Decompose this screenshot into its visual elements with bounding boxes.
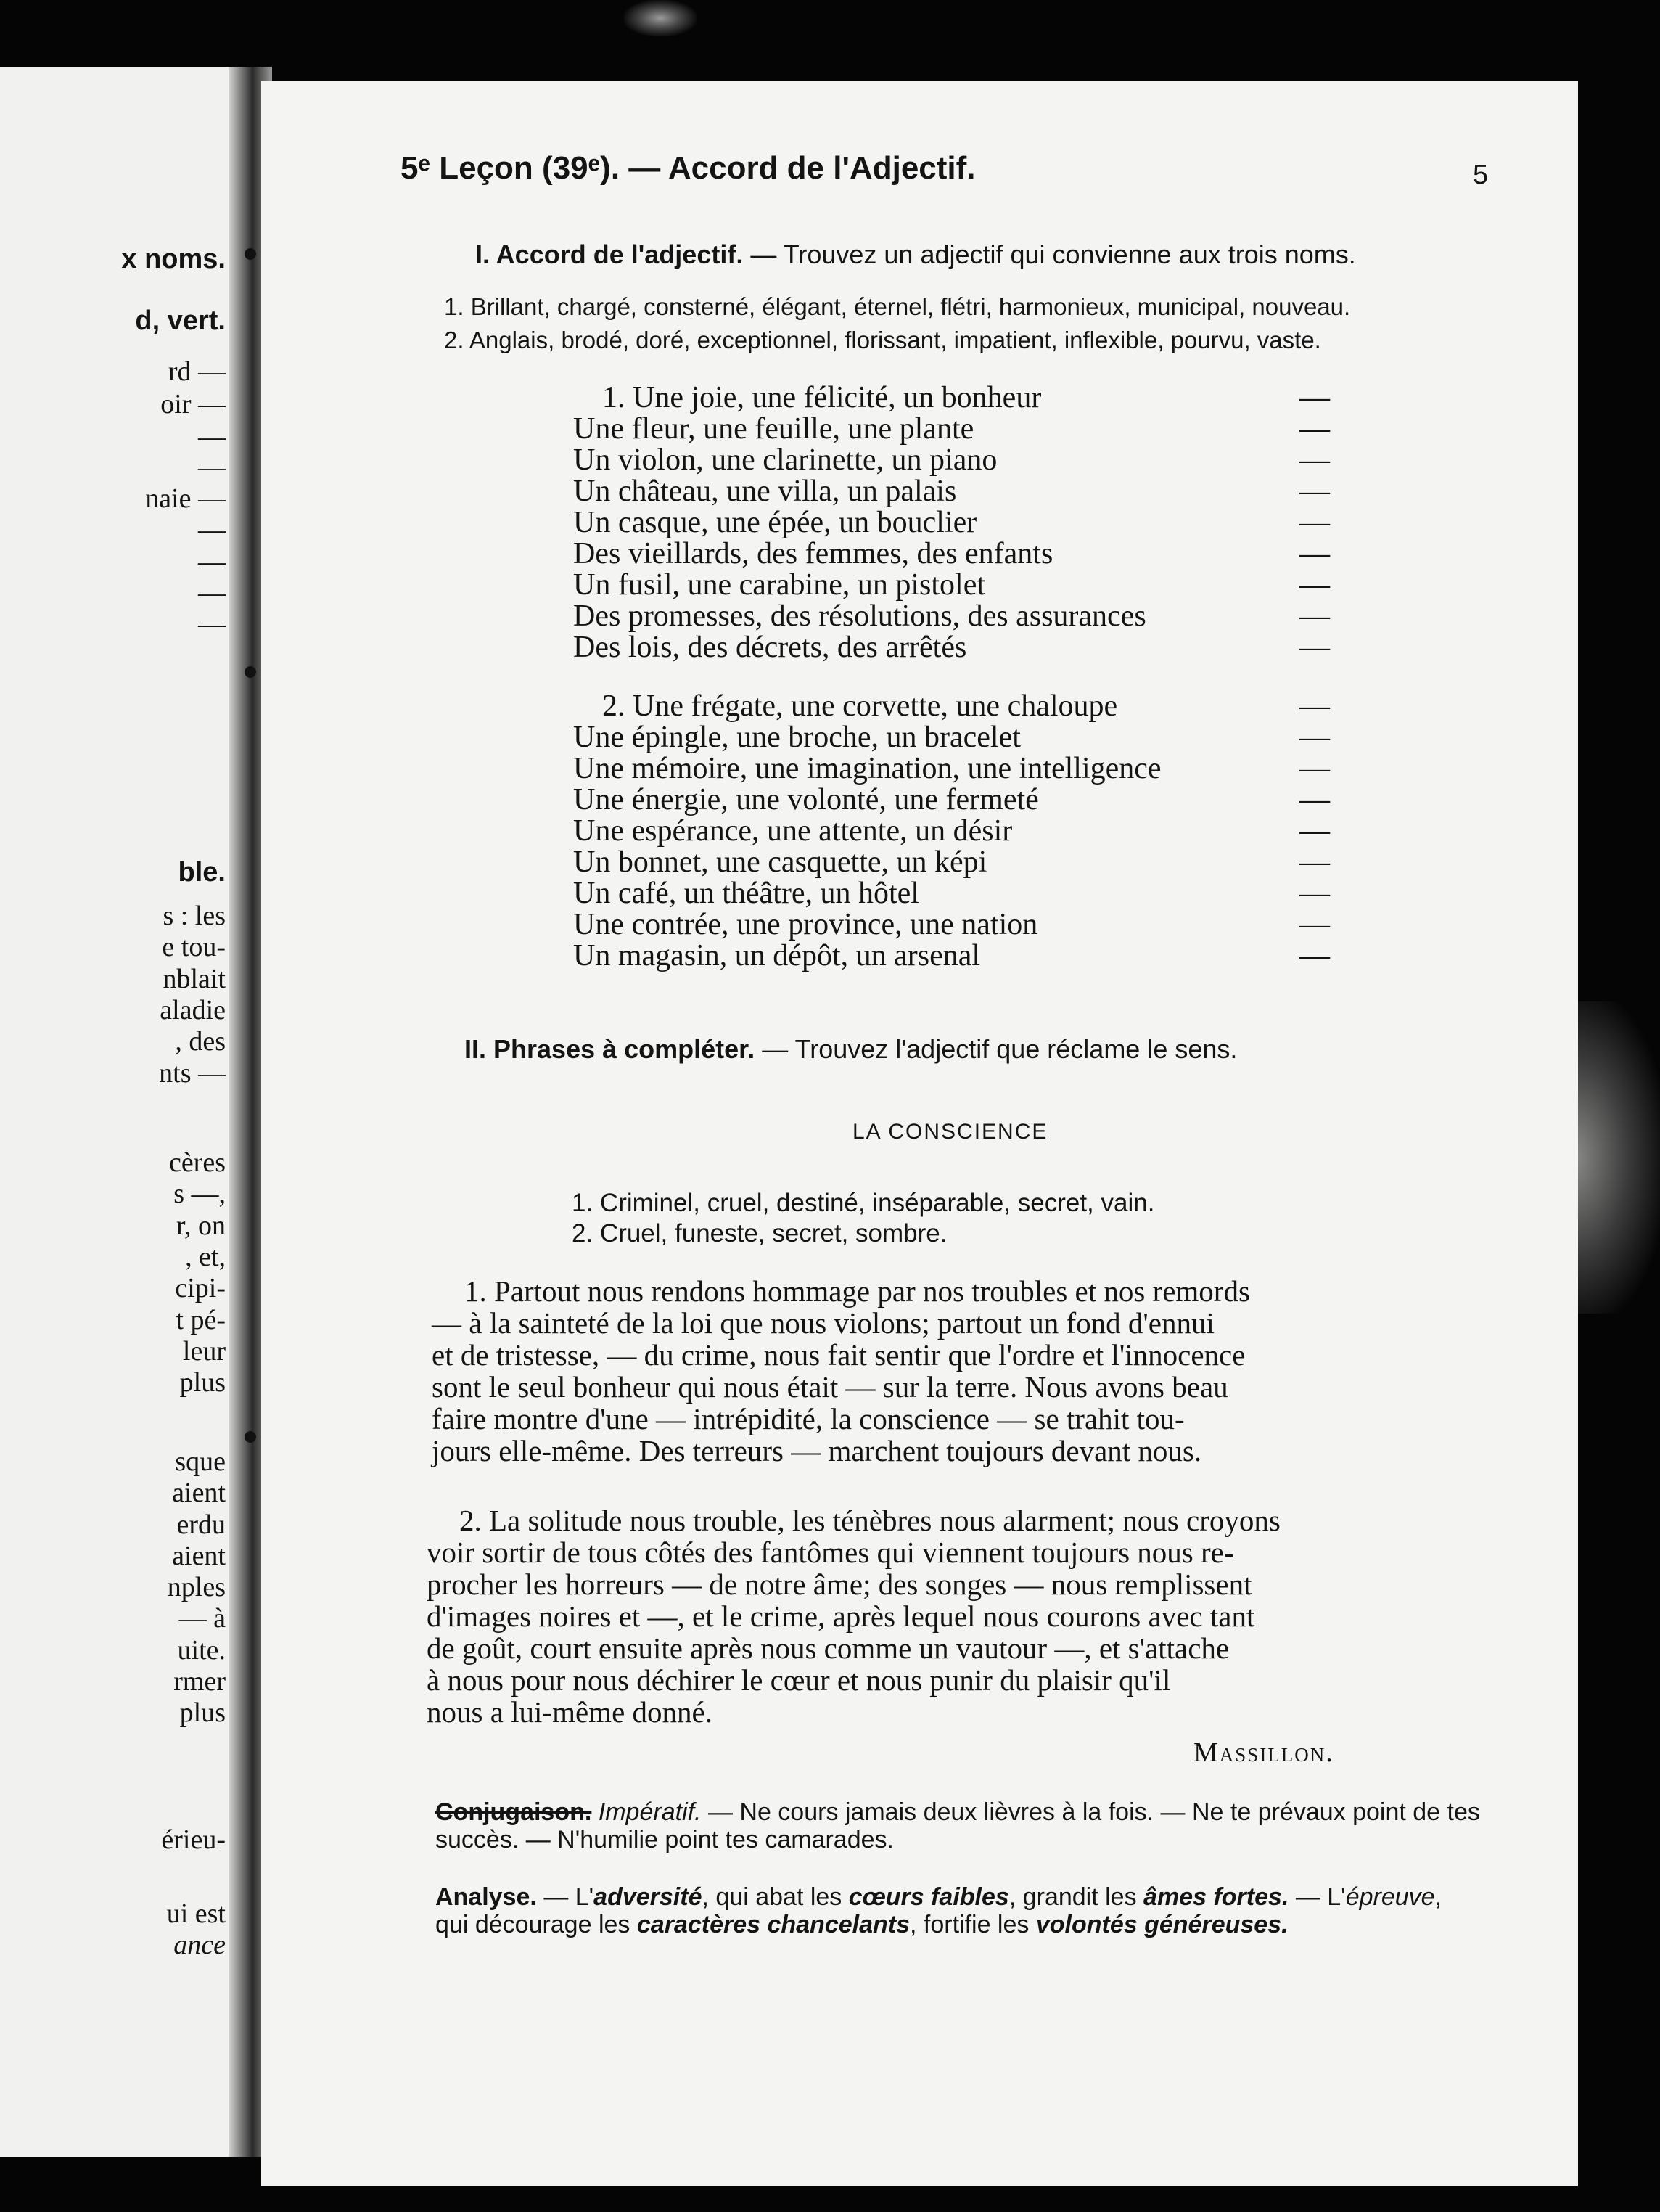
left-page-text-fragment: s : les: [163, 901, 226, 931]
exercise-line: [573, 570, 1357, 601]
analyse-text-1b: , qui abat les: [702, 1883, 842, 1911]
answer-blank: —: [1299, 721, 1330, 754]
exercise-line: [573, 507, 1357, 538]
exercise-line: [573, 445, 1357, 476]
section-2-wordlist-1: 1. Criminel, cruel, destiné, inséparable, secret, vain.: [572, 1189, 1155, 1217]
left-page-text-fragment: plus: [179, 1697, 226, 1728]
analyse-term-epreuve: épreuve: [1345, 1883, 1435, 1911]
analyse-block: [435, 1883, 1480, 1938]
paragraph-1: [432, 1275, 1484, 1467]
exercise-line-text: 1. Une joie, une félicité, un bonheur: [602, 381, 1042, 414]
paragraph-line: sont le seul bonheur qui nous était — sur la terre. Nous avons beau: [432, 1370, 1228, 1404]
paragraph-line: 1. Partout nous rendons hommage par nos troubles et nos remords: [464, 1274, 1250, 1308]
author-signature: Massillon.: [1193, 1737, 1334, 1768]
left-page-text-fragment: s —,: [173, 1179, 226, 1209]
analyse-term-volontes: volontés: [1035, 1911, 1138, 1938]
left-page-text-fragment: d, vert.: [135, 306, 226, 336]
answer-blank: —: [1299, 475, 1330, 508]
answer-blank: —: [1299, 689, 1330, 723]
paragraph-line: et de tristesse, — du crime, nous fait sentir que l'ordre et l'innocence: [432, 1338, 1246, 1372]
answer-blank: —: [1299, 412, 1330, 446]
section-2-instruction: — Trouvez l'adjectif que réclame le sens.: [762, 1034, 1238, 1064]
answer-blank: —: [1299, 568, 1330, 602]
paragraph-line: — à la sainteté de la loi que nous violons; partout un fond d'ennui: [432, 1306, 1215, 1340]
answer-blank: —: [1299, 814, 1330, 848]
left-page-text-fragment: nts —: [159, 1058, 226, 1089]
exercise-line-text: Un violon, une clarinette, un piano: [573, 443, 998, 477]
exercise-line: [573, 785, 1357, 816]
left-page-text-fragment: ui est: [166, 1898, 226, 1929]
answer-blank: —: [1299, 908, 1330, 941]
exercise-line-text: Des lois, des décrets, des arrêtés: [573, 631, 967, 664]
answer-blank: —: [1299, 631, 1330, 664]
left-page-text-fragment: rmer: [173, 1666, 226, 1697]
paragraph-line: 2. La solitude nous trouble, les ténèbres nous alarment; nous croyons: [459, 1504, 1281, 1537]
exercise-line: [573, 941, 1357, 972]
running-head: 5ᵉ Leçon (39ᵉ). — Accord de l'Adjectif.: [400, 150, 976, 186]
exercise-line: [573, 816, 1357, 847]
left-page-text-fragment: t pé-: [176, 1305, 226, 1335]
left-page-text-fragment: , et,: [185, 1242, 226, 1272]
exercise-line: [573, 382, 1357, 414]
conjugaison-mode: Impératif.: [598, 1798, 702, 1826]
left-page-fragment: [0, 67, 236, 2157]
left-page-text-fragment: érieu-: [161, 1824, 226, 1855]
left-page-text-fragment: rd —: [168, 356, 226, 387]
exercise-line: [573, 691, 1357, 722]
paragraph-line: d'images noires et —, et le crime, après lequel nous courons avec tant: [427, 1599, 1255, 1633]
answer-blank: —: [1299, 845, 1330, 879]
binding-pin: [245, 666, 256, 678]
analyse-text-1a: — L': [543, 1883, 594, 1911]
exercise-line-text: Une fleur, une feuille, une plante: [573, 412, 974, 446]
left-page-text-fragment: nples: [167, 1572, 226, 1602]
left-page-text-fragment: —: [198, 515, 226, 545]
answer-blank: —: [1299, 537, 1330, 570]
answer-blank: —: [1299, 752, 1330, 785]
left-page-text-fragment: —: [198, 578, 226, 608]
left-page-text-fragment: aient: [172, 1541, 226, 1571]
exercise-line: [573, 878, 1357, 909]
analyse-text-2b: , qui décourage les: [435, 1883, 1442, 1938]
left-page-text-fragment: naie —: [145, 483, 226, 514]
page-number: 5: [1473, 160, 1489, 190]
analyse-term-genereuses: généreuses.: [1144, 1911, 1289, 1938]
paragraph-line: à nous pour nous déchirer le cœur et nous punir du plaisir qu'il: [427, 1663, 1171, 1697]
left-page-text-fragment: uite.: [177, 1635, 226, 1666]
analyse-term-coeurs: cœurs faibles: [848, 1883, 1009, 1911]
left-page-text-fragment: sque: [175, 1446, 226, 1477]
left-page-text-fragment: leur: [182, 1336, 226, 1367]
left-page-text-fragment: x noms.: [121, 244, 226, 274]
binding-pin: [245, 1431, 256, 1443]
analyse-term-ames: âmes fortes.: [1143, 1883, 1289, 1911]
exercise-line: [573, 753, 1357, 785]
paragraph-line: procher les horreurs — de notre âme; des songes — nous remplissent: [427, 1568, 1252, 1601]
left-page-text-fragment: ble.: [178, 857, 226, 888]
binding-pin: [245, 248, 256, 260]
exercise-line-text: Une mémoire, une imagination, une intelligence: [573, 752, 1162, 785]
left-page-text-fragment: aladie: [160, 995, 226, 1025]
left-page-text-fragment: , des: [175, 1026, 226, 1057]
left-page-text-fragment: oir —: [160, 389, 226, 419]
answer-blank: —: [1299, 877, 1330, 910]
analyse-text-2a: — L': [1295, 1883, 1346, 1911]
paragraph-line: nous a lui-même donné.: [427, 1695, 712, 1729]
left-page-text-fragment: aient: [172, 1478, 226, 1508]
exercise-line: [573, 476, 1357, 507]
exercise-line-text: Un café, un théâtre, un hôtel: [573, 877, 919, 910]
paragraph-line: de goût, court ensuite après nous comme un vautour —, et s'attache: [427, 1631, 1230, 1665]
section-1-instruction: — Trouvez un adjectif qui convienne aux trois noms.: [750, 239, 1356, 269]
conjugaison-block: [435, 1798, 1480, 1853]
section-2-wordlist-2: 2. Cruel, funeste, secret, sombre.: [572, 1219, 948, 1248]
left-page-text-fragment: nblait: [163, 964, 226, 994]
left-page-text-fragment: plus: [179, 1367, 226, 1398]
section-1-wordlist-1: 1. Brillant, chargé, consterné, élégant, éternel, flétri, harmonieux, municipal, nouveau.: [444, 293, 1351, 320]
left-page-text-fragment: e tou-: [162, 932, 226, 962]
left-page-text-fragment: —: [198, 452, 226, 483]
left-page-text-fragment: —: [198, 609, 226, 639]
exercise-line: [573, 538, 1357, 570]
scan-smudge: [1574, 1001, 1660, 1314]
section-2-heading: [464, 1034, 1237, 1065]
left-page-text-fragment: ance: [173, 1930, 226, 1960]
answer-blank: —: [1299, 443, 1330, 477]
exercise-line-text: Un casque, une épée, un bouclier: [573, 506, 977, 539]
analyse-text-1c: , grandit les: [1008, 1883, 1137, 1911]
exercise-group-1: [573, 382, 1357, 663]
exercise-line: [573, 632, 1357, 663]
exercise-line-text: Un fusil, une carabine, un pistolet: [573, 568, 986, 602]
exercise-line-text: Un bonnet, une casquette, un képi: [573, 845, 987, 879]
left-page-text-fragment: cères: [168, 1147, 226, 1178]
answer-blank: —: [1299, 599, 1330, 633]
exercise-line-text: Un magasin, un dépôt, un arsenal: [573, 939, 981, 972]
exercise-line-text: Une épingle, une broche, un bracelet: [573, 721, 1021, 754]
left-page-text-fragment: cipi-: [175, 1273, 226, 1303]
answer-blank: —: [1299, 381, 1330, 414]
exercise-line-text: Des vieillards, des femmes, des enfants: [573, 537, 1053, 570]
section-2-subtitle: LA CONSCIENCE: [852, 1120, 1048, 1144]
exercise-line: [573, 909, 1357, 941]
section-1-label: I. Accord de l'adjectif.: [475, 239, 744, 269]
paragraph-2: [427, 1504, 1479, 1728]
exercise-line: [573, 722, 1357, 753]
analyse-term-caracteres: caractères chancelants: [636, 1911, 910, 1938]
conjugaison-text: — Ne cours jamais deux lièvres à la fois. — Ne te prévaux point de tes succès. — N'humilie point tes camarades.: [435, 1798, 1480, 1853]
section-1-heading: [475, 239, 1356, 270]
left-page-text-fragment: — à: [178, 1603, 226, 1634]
paragraph-line: faire montre d'une — intrépidité, la conscience — se trahit tou-: [432, 1402, 1185, 1435]
exercise-line: [573, 601, 1357, 632]
exercise-line: [573, 847, 1357, 878]
section-2-label: II. Phrases à compléter.: [464, 1034, 755, 1064]
analyse-text-2c: , fortifie les: [910, 1911, 1030, 1938]
left-page-text-fragment: —: [198, 422, 226, 452]
conjugaison-label: Conjugaison.: [435, 1798, 592, 1826]
exercise-line-text: Des promesses, des résolutions, des assurances: [573, 599, 1146, 633]
scan-speck: [624, 0, 697, 36]
section-1-wordlist-2: 2. Anglais, brodé, doré, exceptionnel, florissant, impatient, inflexible, pourvu, vaste.: [444, 327, 1321, 353]
paragraph-line: jours elle-même. Des terreurs — marchent toujours devant nous.: [432, 1434, 1202, 1467]
answer-blank: —: [1299, 939, 1330, 972]
exercise-line-text: Une contrée, une province, une nation: [573, 908, 1038, 941]
exercise-line-text: Une énergie, une volonté, une fermeté: [573, 783, 1039, 816]
left-page-text-fragment: —: [198, 546, 226, 577]
left-page-text-fragment: erdu: [176, 1510, 226, 1540]
analyse-label: Analyse.: [435, 1883, 537, 1911]
exercise-line: [573, 414, 1357, 445]
exercise-line-text: Une espérance, une attente, un désir: [573, 814, 1013, 848]
answer-blank: —: [1299, 506, 1330, 539]
exercise-group-2: [573, 691, 1357, 972]
exercise-line-text: 2. Une frégate, une corvette, une chaloupe: [602, 689, 1118, 723]
answer-blank: —: [1299, 783, 1330, 816]
exercise-line-text: Un château, une villa, un palais: [573, 475, 957, 508]
analyse-term-adversite: adversité: [593, 1883, 702, 1911]
left-page-text-fragment: r, on: [176, 1211, 226, 1241]
paragraph-line: voir sortir de tous côtés des fantômes qui viennent toujours nous re-: [427, 1536, 1234, 1569]
